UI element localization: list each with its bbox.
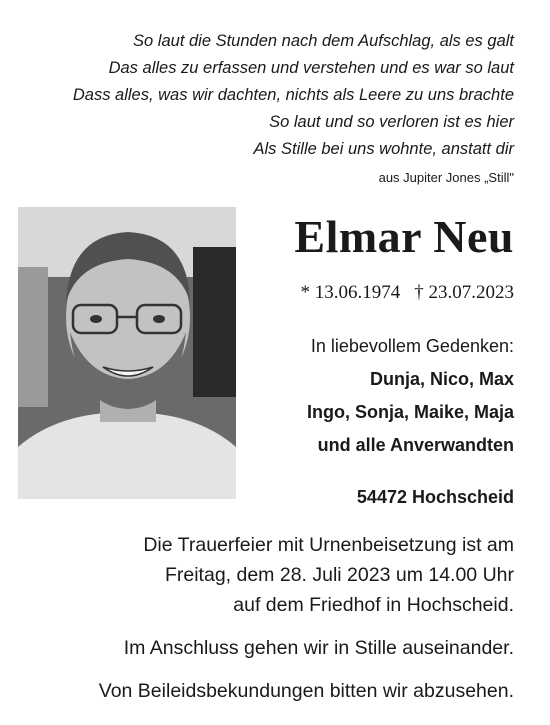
- birth-date: * 13.06.1974: [300, 282, 401, 303]
- mourners-line: Dunja, Nico, Max: [369, 369, 514, 389]
- death-date: † 23.07.2023: [414, 282, 514, 303]
- ceremony-line: Freitag, dem 28. Juli 2023 um 14.00 Uhr: [164, 564, 514, 586]
- ceremony-line: Die Trauerfeier mit Urnenbeisetzung ist am: [143, 534, 514, 556]
- poem-line: Als Stille bei uns wohnte, anstatt dir: [253, 140, 514, 158]
- poem-line: So laut und so verloren ist es hier: [269, 113, 514, 131]
- memory-intro: In liebevollem Gedenken:: [310, 336, 514, 356]
- portrait-photo: [18, 207, 236, 499]
- poem-line: So laut die Stunden nach dem Aufschlag, als es galt: [133, 32, 514, 50]
- note-farewell: Im Anschluss gehen wir in Stille auseinander.: [123, 637, 514, 659]
- deceased-name: Elmar Neu: [294, 211, 514, 262]
- note-condolences: Von Beileidsbekundungen bitten wir abzusehen.: [98, 680, 514, 702]
- mourners-line: Ingo, Sonja, Maike, Maja: [306, 402, 514, 422]
- poem-source: aus Jupiter Jones „Still": [378, 170, 514, 185]
- place: 54472 Hochscheid: [356, 487, 514, 507]
- ceremony-line: auf dem Friedhof in Hochscheid.: [233, 594, 514, 616]
- mourners-line: und alle Anverwandten: [317, 435, 514, 455]
- poem-line: Dass alles, was wir dachten, nichts als Leere zu uns brachte: [72, 86, 514, 104]
- life-dates: [301, 282, 515, 304]
- portrait-illustration: [18, 207, 236, 499]
- poem-line: Das alles zu erfassen und verstehen und es war so laut: [108, 59, 514, 77]
- poem: [73, 28, 514, 163]
